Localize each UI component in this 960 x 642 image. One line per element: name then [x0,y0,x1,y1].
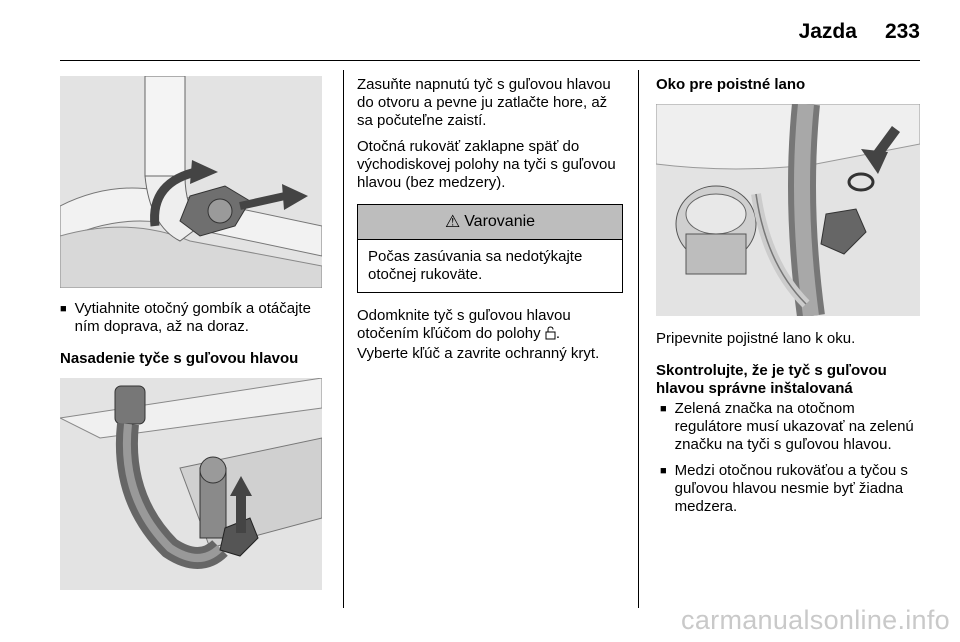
section-heading: Skontrolujte, že je tyč s guľovou hlavou správne inštalovaná [656,362,887,397]
paragraph-text: Vyberte kľúč a zavrite ochranný kryt. [357,345,600,362]
bullet-item [656,400,922,454]
bullet-square-icon: ■ [660,465,667,477]
column-1 [60,76,330,590]
page-header [799,16,920,48]
paragraph: Otočná rukoväť zaklapne späť do východiskovej polohy na tyči s guľovou hlavou (bez medzery). [357,138,616,191]
bullet-square-icon: ■ [660,403,667,415]
column-2 [357,76,623,363]
column-divider-2 [638,70,639,608]
bullet-item [656,462,922,516]
illustration-ball-rod-insert [60,378,322,590]
warning-title: Varovanie [464,213,536,230]
warning-icon: ⚠ [444,212,461,231]
bullet-text: Medzi otočnou rukoväťou a tyčou s guľovou hlavou nesmie byť žiadna medzera. [674,462,908,515]
chapter-title: Jazda [798,20,857,43]
paragraph: Zasuňte napnutú tyč s guľovou hlavou do otvoru a pevne ju zatlačte hore, až sa počuteľne zaistí. [357,76,611,129]
paragraph [357,307,623,363]
paragraph-tail: . [555,325,560,342]
warning-body: Počas zasúvania sa nedotýkajte otočnej rukoväte. [368,248,583,283]
illustration-knob-turn [60,76,322,288]
column-divider-1 [343,70,344,608]
unlock-icon [545,326,556,345]
illustration-safety-eyelet [656,104,920,316]
page-number: 233 [884,20,920,43]
warning-box [357,204,623,293]
column-3 [656,76,922,516]
bullet-text: Zelená značka na otočnom regulátore musí ukazovať na zelenú značku na tyči s guľovou hlavou. [674,400,914,453]
paragraph-text: Odomknite tyč s guľovou hlavou otočením kľúčom do polohy [357,307,571,342]
section-heading: Nasadenie tyče s guľovou hlavou [60,350,299,367]
paragraph: Pripevnite pojistné lano k oku. [656,330,856,347]
section-heading: Oko pre poistné lano [656,76,806,93]
bullet-item [60,300,330,336]
header-rule [60,60,920,61]
bullet-square-icon: ■ [60,303,67,315]
bullet-text: Vytiahnite otočný gombík a otáčajte ním doprava, až na doraz. [74,300,311,335]
warning-header [358,205,622,240]
watermark: carmanualsonline.info [681,605,950,635]
